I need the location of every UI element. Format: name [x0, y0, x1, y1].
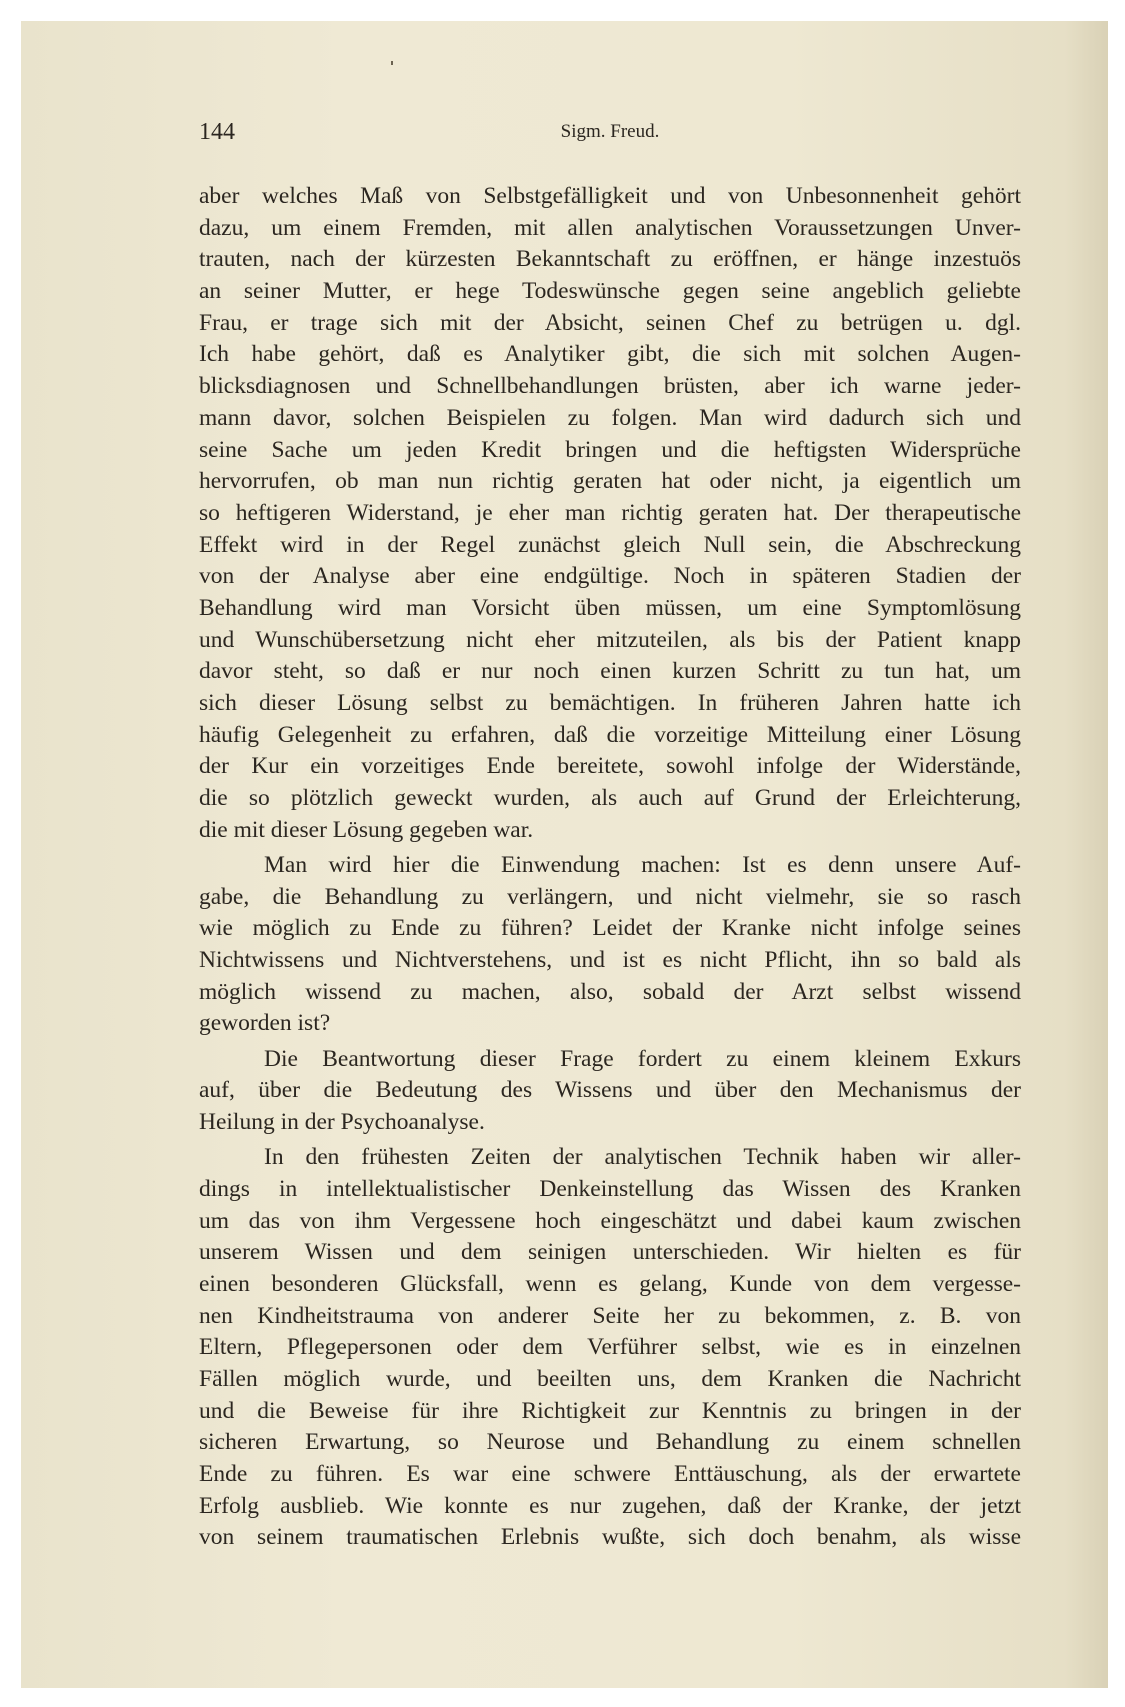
text-line: und die Beweise für ihre Richtigkeit zur Kenntnis zu bringen in der — [199, 1397, 1021, 1424]
text-line: wie möglich zu Ende zu führen? Leidet der Kranke nicht infolge seines — [199, 915, 1021, 942]
text-line: sicheren Erwartung, so Neurose und Behandlung zu einem schnellen — [199, 1429, 1021, 1456]
paragraph — [199, 850, 1021, 1040]
text-line: In den frühesten Zeiten der analytischen Technik haben wir aller- — [264, 1144, 1021, 1171]
text-line: Die Beantwortung dieser Frage fordert zu einem kleinem Exkurs — [264, 1045, 1021, 1072]
book-page — [21, 21, 1108, 1688]
text-line: seine Sache um jeden Kredit bringen und die heftigsten Widersprüche — [199, 436, 1021, 463]
text-line: unserem Wissen und dem seinigen unterschieden. Wir hielten es für — [199, 1239, 1021, 1266]
text-line: dings in intellektualistischer Denkeinstellung das Wissen des Kranken — [199, 1175, 1021, 1202]
paragraph — [199, 1142, 1021, 1554]
text-line: von der Analyse aber eine endgültige. Noch in späteren Stadien der — [199, 563, 1021, 590]
text-line: an seiner Mutter, er hege Todeswünsche gegen seine angeblich geliebte — [199, 278, 1021, 305]
text-line: von seinem traumatischen Erlebnis wußte, sich doch benahm, als wisse — [199, 1524, 1021, 1551]
text-line: und Wunschübersetzung nicht eher mitzuteilen, als bis der Patient knapp — [199, 626, 1021, 653]
text-line: Ende zu führen. Es war eine schwere Enttäuschung, als der erwartete — [199, 1461, 1021, 1487]
text-line: Ich habe gehört, daß es Analytiker gibt, die sich mit solchen Augen- — [199, 341, 1021, 368]
text-line: möglich wissend zu machen, also, sobald der Arzt selbst wissend — [199, 978, 1021, 1005]
text-line: dazu, um einem Fremden, mit allen analytischen Voraussetzungen Unver- — [199, 214, 1021, 241]
text-line: sich dieser Lösung selbst zu bemächtigen. In früheren Jahren hatte ich — [199, 690, 1021, 716]
paragraph — [199, 1044, 1021, 1139]
paragraph — [199, 181, 1021, 846]
text-line: Erfolg ausblieb. Wie konnte es nur zugehen, daß der Kranke, der jetzt — [199, 1492, 1021, 1519]
text-line: geworden ist? — [199, 1010, 331, 1037]
text-line: einen besonderen Glücksfall, wenn es gelang, Kunde von dem vergesse- — [199, 1270, 1021, 1297]
paper-speck — [391, 61, 393, 65]
text-line: die mit dieser Lösung gegeben war. — [199, 816, 534, 843]
text-line: Eltern, Pflegepersonen oder dem Verführer selbst, wie es in einzelnen — [199, 1334, 1021, 1361]
page-header — [199, 119, 1021, 149]
text-line: Effekt wird in der Regel zunächst gleich Null sein, die Abschreckung — [199, 531, 1021, 558]
page-number: 144 — [199, 119, 235, 145]
body-text — [199, 181, 1021, 1554]
text-line: nen Kindheitstrauma von anderer Seite her zu bekommen, z. B. von — [199, 1302, 1021, 1329]
text-line: auf, über die Bedeutung des Wissens und über den Mechanismus der — [199, 1077, 1021, 1104]
text-line: Man wird hier die Einwendung machen: Ist es denn unsere Auf- — [264, 851, 1021, 878]
text-line: häufig Gelegenheit zu erfahren, daß die vorzeitige Mitteilung einer Lösung — [199, 721, 1021, 748]
text-line: Heilung in der Psychoanalyse. — [199, 1108, 485, 1135]
text-line: so heftigeren Widerstand, je eher man richtig geraten hat. Der therapeutische — [199, 499, 1021, 526]
text-line: der Kur ein vorzeitiges Ende bereitete, sowohl infolge der Widerstände, — [199, 753, 1021, 780]
running-head: Sigm. Freud. — [560, 121, 660, 142]
text-line: mann davor, solchen Beispielen zu folgen. Man wird dadurch sich und — [199, 404, 1021, 431]
text-line: Frau, er trage sich mit der Absicht, seinen Chef zu betrügen u. dgl. — [199, 309, 1021, 336]
text-line: Nichtwissens und Nichtverstehens, und ist es nicht Pflicht, ihn so bald als — [199, 947, 1021, 973]
text-line: die so plötzlich geweckt wurden, als auch auf Grund der Erleichterung, — [199, 785, 1021, 812]
text-line: davor steht, so daß er nur noch einen kurzen Schritt zu tun hat, um — [199, 658, 1021, 685]
text-line: blicksdiagnosen und Schnellbehandlungen brüsten, aber ich warne jeder- — [199, 373, 1021, 400]
text-line: aber welches Maß von Selbstgefälligkeit und von Unbesonnenheit gehört — [199, 183, 1021, 209]
text-line: trauten, nach der kürzesten Bekanntschaft zu eröffnen, er hänge inzestuös — [199, 246, 1021, 273]
text-line: gabe, die Behandlung zu verlängern, und nicht vielmehr, sie so rasch — [199, 883, 1021, 910]
text-line: Behandlung wird man Vorsicht üben müssen, um eine Symptomlösung — [199, 594, 1021, 621]
text-line: um das von ihm Vergessene hoch eingeschätzt und dabei kaum zwischen — [199, 1207, 1021, 1234]
text-line: Fällen möglich wurde, und beeilten uns, dem Kranken die Nachricht — [199, 1365, 1021, 1392]
text-line: hervorrufen, ob man nun richtig geraten hat oder nicht, ja eigentlich um — [199, 468, 1021, 495]
